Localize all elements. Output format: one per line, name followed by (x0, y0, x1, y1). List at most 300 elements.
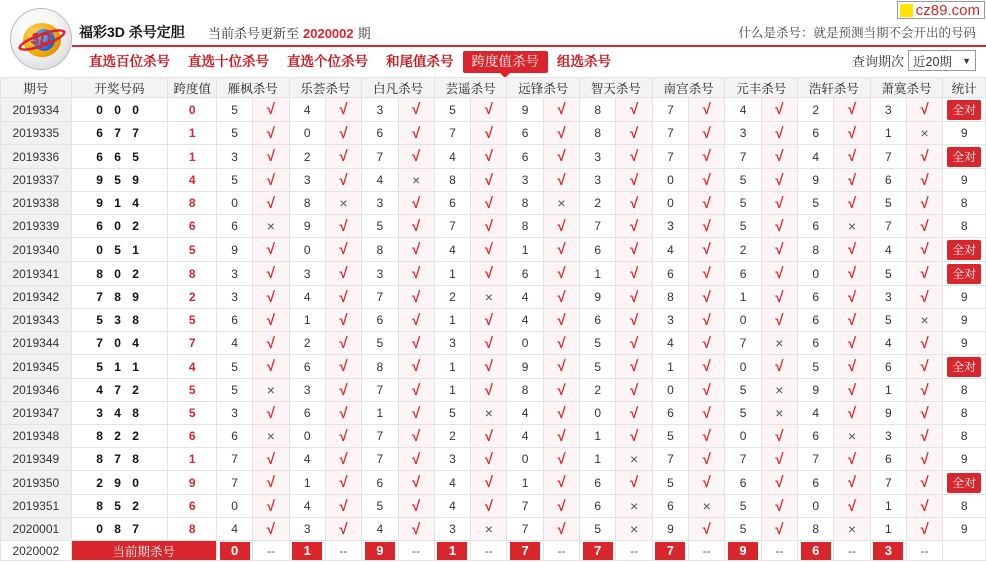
kill-result (325, 169, 361, 192)
kill-number: 4 (798, 145, 834, 169)
check-icon: √ (920, 334, 929, 352)
kill-result (761, 169, 797, 192)
pending-result: -- (761, 541, 797, 561)
check-icon: √ (557, 404, 566, 422)
check-icon: √ (629, 381, 639, 399)
check-icon: √ (775, 288, 784, 306)
span-value: 7 (168, 332, 216, 355)
cross-icon: × (775, 382, 784, 398)
kill-result (689, 495, 725, 518)
check-icon: √ (484, 194, 493, 212)
cross-icon: × (920, 312, 929, 328)
kill-number: 5 (216, 169, 252, 192)
draw-number: 9 1 4 (71, 192, 168, 215)
nav-tabs (80, 49, 620, 75)
kill-number: 5 (434, 402, 470, 425)
kill-number: 6 (798, 425, 834, 448)
kill-number: 7 (870, 145, 906, 169)
kill-result (325, 286, 361, 309)
kill-number: 7 (507, 495, 543, 518)
check-icon: √ (484, 381, 493, 399)
pending-result: -- (471, 541, 507, 561)
kill-result (471, 495, 507, 518)
kill-number: 8 (507, 379, 543, 402)
kill-number: 7 (216, 448, 252, 471)
issue-number: 2019341 (1, 262, 72, 286)
column-header: 跨度值 (168, 78, 216, 98)
check-icon: √ (702, 288, 711, 306)
kill-number: 6 (870, 448, 906, 471)
site-logo[interactable]: cz89.com (897, 1, 985, 19)
kill-result (834, 145, 870, 169)
kill-number: 3 (216, 402, 252, 425)
span-value: 2 (168, 286, 216, 309)
column-header: 雁枫杀号 (216, 78, 289, 98)
check-icon: √ (266, 404, 275, 422)
pending-result: -- (398, 541, 434, 561)
column-header: 白凡杀号 (362, 78, 435, 98)
kill-number: 8 (652, 286, 688, 309)
kill-number: 4 (289, 495, 325, 518)
kill-result (325, 215, 361, 238)
check-icon: √ (484, 241, 493, 258)
current-kill-number (580, 541, 616, 561)
column-header: 南宫杀号 (652, 78, 725, 98)
current-kill-number (216, 541, 252, 561)
kill-result (689, 332, 725, 355)
kill-result (253, 518, 289, 541)
kill-result (471, 145, 507, 169)
span-value: 0 (168, 98, 216, 122)
check-icon: √ (702, 171, 711, 189)
kill-result (398, 332, 434, 355)
check-icon: √ (629, 358, 639, 375)
kill-result (761, 238, 797, 262)
kill-number: 3 (362, 262, 398, 286)
kill-number: 4 (289, 286, 325, 309)
kill-number: 7 (362, 145, 398, 169)
kill-number: 5 (362, 495, 398, 518)
check-icon: √ (629, 217, 639, 235)
cross-icon: × (775, 405, 784, 421)
cross-icon: × (847, 428, 857, 444)
cross-icon: × (484, 405, 493, 421)
kill-result (689, 122, 725, 145)
kill-result (761, 122, 797, 145)
kill-result (398, 448, 434, 471)
all-right-badge[interactable]: 全对 (947, 240, 981, 260)
check-icon: √ (702, 217, 711, 235)
check-icon: √ (920, 217, 929, 235)
kill-result (471, 192, 507, 215)
check-icon: √ (412, 381, 421, 399)
kill-number: 4 (652, 332, 688, 355)
kill-number: 4 (289, 98, 325, 122)
check-icon: √ (339, 450, 348, 468)
kill-number: 5 (798, 192, 834, 215)
kill-result (543, 355, 579, 379)
stat-cell (943, 98, 986, 122)
kill-number: 3 (289, 379, 325, 402)
kill-number: 3 (870, 425, 906, 448)
current-kill-value: 7 (583, 542, 613, 560)
check-icon: √ (629, 427, 639, 445)
draw-number: 6 7 7 (71, 122, 168, 145)
current-kill-number (289, 541, 325, 561)
check-icon: √ (775, 124, 784, 142)
check-icon: √ (557, 520, 566, 538)
all-right-badge[interactable]: 全对 (947, 357, 981, 377)
kill-result (906, 238, 942, 262)
table-row (1, 262, 986, 286)
cross-icon: × (266, 218, 275, 234)
kill-result (834, 495, 870, 518)
kill-result (253, 145, 289, 169)
check-icon: √ (847, 311, 857, 329)
check-icon: √ (775, 520, 784, 538)
column-header: 期号 (1, 78, 72, 98)
check-icon: √ (557, 101, 566, 118)
check-icon: √ (266, 450, 275, 468)
current-kill-number (652, 541, 688, 561)
kill-result (906, 286, 942, 309)
header-divider (72, 45, 986, 47)
stat-cell: 8 (943, 192, 986, 215)
check-icon: √ (484, 358, 493, 375)
kill-result (689, 145, 725, 169)
draw-number: 7 8 9 (71, 286, 168, 309)
kill-number: 5 (725, 215, 761, 238)
check-icon: √ (920, 427, 929, 445)
update-info: 当前杀号更新至 2020002 期 (208, 26, 371, 41)
check-icon: √ (702, 381, 711, 399)
cross-icon: × (266, 428, 275, 444)
kill-number: 7 (434, 122, 470, 145)
kill-result (253, 262, 289, 286)
all-right-badge[interactable]: 全对 (947, 100, 981, 120)
current-kill-label[interactable]: 当前期杀号 (71, 541, 216, 561)
current-issue-row (1, 541, 986, 561)
stat-cell (943, 355, 986, 379)
check-icon: √ (557, 241, 566, 258)
check-icon: √ (847, 171, 857, 189)
kill-number: 4 (652, 238, 688, 262)
kill-number: 3 (289, 518, 325, 541)
check-icon: √ (775, 311, 784, 329)
tab-0[interactable]: 直选百位杀号 (89, 54, 170, 69)
check-icon: √ (847, 334, 857, 352)
kill-number: 6 (725, 471, 761, 495)
tab-1[interactable]: 直选十位杀号 (188, 54, 269, 69)
kill-number: 6 (798, 122, 834, 145)
issue-number: 2020002 (1, 541, 72, 561)
kill-result (471, 355, 507, 379)
kill-result (325, 192, 361, 215)
kill-number: 5 (798, 355, 834, 379)
check-icon: √ (484, 311, 493, 329)
table-row (1, 332, 986, 355)
kill-result (689, 402, 725, 425)
kill-number: 8 (798, 238, 834, 262)
kill-number: 0 (216, 495, 252, 518)
all-right-badge[interactable]: 全对 (947, 264, 981, 284)
check-icon: √ (339, 265, 348, 282)
kill-number: 5 (580, 355, 616, 379)
check-icon: √ (775, 194, 784, 212)
kill-result (543, 286, 579, 309)
kill-result (471, 238, 507, 262)
check-icon: √ (412, 450, 421, 468)
kill-number: 5 (216, 122, 252, 145)
kill-result (616, 379, 652, 402)
kill-number: 4 (870, 238, 906, 262)
table-row (1, 355, 986, 379)
stat-cell (943, 471, 986, 495)
check-icon: √ (702, 101, 711, 118)
kill-number: 7 (362, 286, 398, 309)
check-icon: √ (339, 474, 348, 491)
kill-number: 7 (434, 215, 470, 238)
cross-icon: × (847, 521, 857, 537)
kill-number: 7 (507, 518, 543, 541)
kill-result (834, 215, 870, 238)
kill-number: 3 (870, 286, 906, 309)
kill-result (689, 471, 725, 495)
check-icon: √ (775, 427, 784, 445)
kill-number: 0 (216, 192, 252, 215)
cross-icon: × (557, 195, 566, 211)
kill-result (398, 192, 434, 215)
kill-number: 2 (289, 145, 325, 169)
kill-number: 3 (507, 169, 543, 192)
kill-result (906, 332, 942, 355)
kill-result (761, 192, 797, 215)
kill-number: 0 (725, 355, 761, 379)
kill-result (325, 402, 361, 425)
kill-number: 3 (725, 122, 761, 145)
check-icon: √ (339, 497, 348, 515)
kill-result (689, 169, 725, 192)
kill-result (543, 215, 579, 238)
check-icon: √ (412, 148, 421, 165)
check-icon: √ (484, 497, 493, 515)
stat-cell: 8 (943, 379, 986, 402)
kill-result (906, 192, 942, 215)
check-icon: √ (557, 497, 566, 515)
kill-number: 5 (216, 98, 252, 122)
kill-result (471, 215, 507, 238)
check-icon: √ (702, 334, 711, 352)
kill-number: 6 (580, 495, 616, 518)
kill-result (471, 425, 507, 448)
issue-number: 2019345 (1, 355, 72, 379)
current-kill-value: 0 (220, 542, 250, 560)
check-icon: √ (557, 148, 566, 165)
kill-number: 6 (362, 471, 398, 495)
check-icon: √ (702, 148, 711, 165)
tab-2[interactable]: 直选个位杀号 (287, 54, 368, 69)
kill-result (325, 332, 361, 355)
kill-result (616, 145, 652, 169)
kill-number: 6 (652, 262, 688, 286)
kill-number: 5 (725, 169, 761, 192)
check-icon: √ (412, 217, 421, 235)
check-icon: √ (266, 148, 275, 165)
check-icon: √ (775, 241, 784, 258)
kill-number: 1 (870, 379, 906, 402)
kill-number-explanation[interactable]: 什么是杀号：就是预测当期不会开出的号码 (738, 26, 976, 40)
kill-number: 6 (289, 402, 325, 425)
kill-result (398, 169, 434, 192)
kill-result (616, 518, 652, 541)
kill-number: 0 (289, 238, 325, 262)
check-icon: √ (339, 404, 348, 422)
tab-5[interactable]: 组选杀号 (557, 54, 611, 69)
check-icon: √ (920, 358, 929, 375)
kill-result (761, 286, 797, 309)
kill-number: 4 (507, 425, 543, 448)
issue-number: 2019347 (1, 402, 72, 425)
cross-icon: × (629, 451, 639, 467)
current-kill-value: 6 (801, 542, 831, 560)
kill-result (325, 425, 361, 448)
kill-result (398, 98, 434, 122)
kill-result (398, 262, 434, 286)
check-icon: √ (702, 311, 711, 329)
kill-number: 5 (652, 425, 688, 448)
kill-result (834, 448, 870, 471)
kill-number: 2 (580, 192, 616, 215)
issue-number: 2019348 (1, 425, 72, 448)
kill-number: 6 (216, 309, 252, 332)
column-header: 元丰杀号 (725, 78, 798, 98)
span-value: 1 (168, 122, 216, 145)
cross-icon: × (484, 521, 493, 537)
kill-result (689, 518, 725, 541)
check-icon: √ (847, 101, 857, 118)
kill-result (906, 122, 942, 145)
current-kill-number (434, 541, 470, 561)
tab-3[interactable]: 和尾值杀号 (386, 54, 454, 69)
kill-number: 4 (434, 238, 470, 262)
kill-result (906, 309, 942, 332)
kill-result (834, 169, 870, 192)
kill-number-table (0, 77, 986, 561)
span-value: 6 (168, 215, 216, 238)
draw-number: 3 4 8 (71, 402, 168, 425)
kill-number: 5 (725, 495, 761, 518)
kill-result (471, 402, 507, 425)
kill-result (616, 471, 652, 495)
check-icon: √ (629, 101, 639, 118)
table-row (1, 286, 986, 309)
check-icon: √ (629, 171, 639, 189)
check-icon: √ (702, 450, 711, 468)
kill-result (253, 122, 289, 145)
kill-result (761, 332, 797, 355)
kill-result (834, 332, 870, 355)
check-icon: √ (920, 520, 929, 538)
chevron-down-icon: ▼ (962, 55, 971, 66)
kill-number: 3 (652, 309, 688, 332)
kill-result (471, 518, 507, 541)
kill-number: 6 (580, 238, 616, 262)
span-value: 6 (168, 425, 216, 448)
kill-number: 9 (798, 169, 834, 192)
kill-number: 6 (798, 309, 834, 332)
check-icon: √ (629, 288, 639, 306)
kill-result (906, 518, 942, 541)
cross-icon: × (629, 498, 639, 514)
check-icon: √ (557, 381, 566, 399)
draw-number: 8 7 8 (71, 448, 168, 471)
all-right-badge[interactable]: 全对 (947, 147, 981, 167)
period-select[interactable]: 近20期 ▼ (908, 50, 976, 71)
table-row (1, 448, 986, 471)
kill-result (689, 425, 725, 448)
tab-4[interactable]: 跨度值杀号 (463, 51, 549, 73)
kill-result (761, 402, 797, 425)
kill-number: 1 (507, 238, 543, 262)
check-icon: √ (266, 171, 275, 189)
cross-icon: × (847, 218, 857, 234)
kill-result (325, 448, 361, 471)
check-icon: √ (339, 171, 348, 189)
kill-result (543, 471, 579, 495)
kill-number: 6 (870, 169, 906, 192)
kill-result (834, 425, 870, 448)
kill-number: 7 (870, 215, 906, 238)
check-icon: √ (702, 520, 711, 538)
kill-result (616, 238, 652, 262)
kill-result (325, 98, 361, 122)
kill-result (761, 215, 797, 238)
kill-number: 1 (580, 448, 616, 471)
check-icon: √ (775, 101, 784, 118)
draw-number: 6 0 2 (71, 215, 168, 238)
check-icon: √ (920, 241, 929, 258)
kill-result (471, 332, 507, 355)
issue-number: 2019344 (1, 332, 72, 355)
kill-result (834, 192, 870, 215)
check-icon: √ (412, 311, 421, 329)
check-icon: √ (629, 404, 639, 422)
cross-icon: × (920, 125, 929, 141)
kill-result (398, 495, 434, 518)
all-right-badge[interactable]: 全对 (947, 473, 981, 493)
kill-result (543, 425, 579, 448)
kill-result (471, 379, 507, 402)
check-icon: √ (266, 265, 275, 282)
span-value: 8 (168, 518, 216, 541)
kill-number: 2 (725, 238, 761, 262)
kill-result (906, 145, 942, 169)
span-value: 4 (168, 169, 216, 192)
issue-number: 2020001 (1, 518, 72, 541)
check-icon: √ (702, 358, 711, 375)
draw-number: 2 9 0 (71, 471, 168, 495)
kill-result (325, 518, 361, 541)
stat-cell: 9 (943, 122, 986, 145)
check-icon: √ (847, 474, 857, 491)
issue-number: 2019350 (1, 471, 72, 495)
kill-result (834, 98, 870, 122)
kill-result (761, 495, 797, 518)
draw-number: 9 5 9 (71, 169, 168, 192)
check-icon: √ (339, 124, 348, 142)
check-icon: √ (484, 124, 493, 142)
kill-result (543, 98, 579, 122)
